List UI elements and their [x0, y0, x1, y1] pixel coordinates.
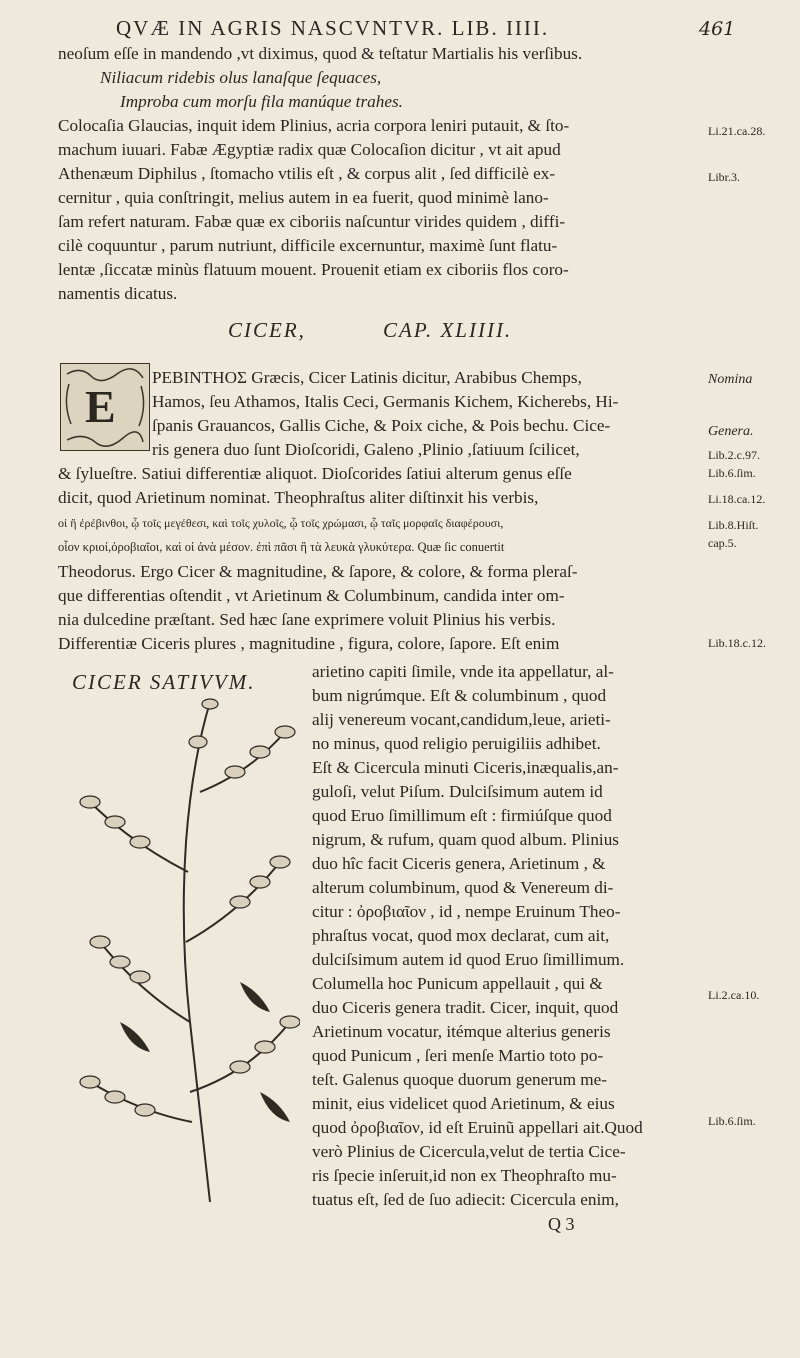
- text-line: Differentiæ Ciceris plures , magnitudine , figura, colore, ſapore. Eſt enim: [58, 634, 560, 653]
- greek-line: οἱ ἢ ἐρέβινθοι, ᾧ τοῖς μεγέθεσι, καὶ τοῖς χυλοῖς, ᾧ τοῖς χρώμασι, ᾧ ταῖς μορφαῖς διαφέρουσι,: [58, 516, 504, 530]
- text-line: cernitur , quia conſtringit, melius autem in ea fuerit, quod minimè lano-: [58, 188, 549, 207]
- margin-note: cap.5.: [708, 536, 737, 550]
- margin-note: Lib.6.ſim.: [708, 1114, 756, 1128]
- text-line: teſt. Galenus quoque duorum generum me-: [312, 1070, 607, 1089]
- text-line: duo Ciceris genera tradit. Cicer, inquit, quod: [312, 998, 619, 1017]
- text-line: tuatus eſt, ſed de ſuo adiecit: Cicercula enim,: [312, 1190, 619, 1209]
- text-line: Arietinum vocatur, itémque alterius generis: [312, 1022, 611, 1041]
- text-line: quod ὀροβιαῖον, id eſt Eruinũ appellari ait.Quod: [312, 1118, 643, 1137]
- text-line: nigrum, & rufum, quam quod album. Plinius: [312, 830, 619, 849]
- text-line: nia dulcedine præſtant. Sed hæc ſane exprimere voluit Plinius his verbis.: [58, 610, 556, 629]
- illustration-caption: CICER SATIVVM.: [72, 670, 256, 694]
- margin-note: Nomina: [708, 372, 753, 387]
- margin-note: Lib.2.c.97.: [708, 448, 760, 462]
- margin-note: Lib.18.c.12.: [708, 636, 766, 650]
- text-line: minit, eius videlicet quod Arietinum, & eius: [312, 1094, 615, 1113]
- text-line: Columella hoc Punicum appellauit , qui &: [312, 974, 603, 993]
- decorated-initial: [60, 363, 150, 451]
- margin-note: Libr.3.: [708, 170, 740, 184]
- text-line: & ſylueſtre. Satiui differentiæ aliquot. Dioſcorides ſatiui alterum genus eſſe: [58, 464, 572, 483]
- text-line: PEBINTHOΣ Græcis, Cicer Latinis dicitur, Arabibus Chemps,: [152, 368, 582, 387]
- greek-line: οἷον κριοί,ὀροβιαῖοι, καὶ οἱ ἀνὰ μέσον. ἐπὶ πᾶσι ἢ τὰ λευκὰ γλυκύτερα. Quæ ſic conuertit: [58, 540, 505, 554]
- running-title: QVÆ IN AGRIS NASCVNTVR. LIB. IIII.: [116, 16, 550, 40]
- text-line: que differentias oſtendit , vt Arietinum & Columbinum, candida inter om-: [58, 586, 565, 605]
- margin-note: Lib.8.Hiſt.: [708, 518, 759, 532]
- text-line: neoſum eſſe in mandendo ,vt diximus, quod & teſtatur Martialis his verſibus.: [58, 44, 583, 63]
- text-line: arietino capiti ſimile, vnde ita appellatur, al-: [312, 662, 614, 681]
- verse-line: Niliacum ridebis olus lanaſque ſequaces,: [100, 68, 382, 87]
- text-line: ris genera duo ſunt Dioſcoridi, Galeno ,Plinio ,ſatiuum ſcilicet,: [152, 440, 580, 459]
- text-line: ſam refert naturam. Fabæ quæ ex ciboriis naſcuntur virides quidem , diffi-: [58, 212, 566, 231]
- margin-note: Li.2.ca.10.: [708, 988, 760, 1002]
- text-line: lentæ ,ſiccatæ minùs flatuum mouent. Prouenit etiam ex ciboriis flos coro-: [58, 260, 569, 279]
- text-line: dicit, quod Arietinum nominat. Theophraſtus aliter diſtinxit his verbis,: [58, 488, 539, 507]
- margin-note: Li.18.ca.12.: [708, 492, 766, 506]
- text-line: machum iuuari. Fabæ Ægyptiæ radix quæ Colocaſion dicitur , vt ait apud: [58, 140, 561, 159]
- text-line: quod Eruo ſimillimum eſt : firmiúſque quod: [312, 806, 612, 825]
- verse-line: Improba cum morſu fila manúque trahes.: [120, 92, 403, 111]
- catchword: Q 3: [548, 1214, 575, 1234]
- text-line: verò Plinius de Cicercula,velut de tertia Cice-: [312, 1142, 626, 1161]
- text-line: Theodorus. Ergo Cicer & magnitudine, & ſapore, & colore, & forma pleraſ-: [58, 562, 578, 581]
- text-line: duo hîc facit Ciceris genera, Arietinum , &: [312, 854, 606, 873]
- margin-note: Lib.6.ſim.: [708, 466, 756, 480]
- text-line: Athenæum Diphilus , ſtomacho vtilis eſt , & corpus alit , ſed difficilè ex-: [58, 164, 556, 183]
- folio-number: 461: [699, 18, 736, 40]
- text-line: cilè coquuntur , parum nutriunt, difficile excernuntur, maximè ſunt flatu-: [58, 236, 558, 255]
- margin-note: Genera.: [708, 424, 754, 439]
- margin-note: Li.21.ca.28.: [708, 124, 766, 138]
- chapter-title: CICER,: [228, 318, 306, 342]
- text-line: citur : ὀροβιαῖον , id , nempe Eruinum Theo-: [312, 902, 621, 921]
- text-line: no minus, quod religio peruigiliis adhibet.: [312, 734, 601, 753]
- text-line: namentis dicatus.: [58, 284, 178, 303]
- page-header: [56, 10, 796, 40]
- text-line: Hamos, ſeu Athamos, Italis Ceci, Germanis Kichem, Kicherebs, Hi-: [152, 392, 619, 411]
- text-line: Eſt & Cicercula minuti Ciceris,inæqualis,an-: [312, 758, 619, 777]
- chapter-number: CAP. XLIIII.: [383, 318, 513, 342]
- text-line: ſpanis Grauancos, Gallis Ciche, & Poix ciche, & Pois bechu. Cice-: [152, 416, 611, 435]
- text-line: Colocaſia Glaucias, inquit idem Plinius, acria corpora leniri putauit, & ſto-: [58, 116, 570, 135]
- chickpea-plant-illustration: [60, 692, 300, 1212]
- text-line: guloſi, velut Piſum. Dulciſsimum autem id: [312, 782, 603, 801]
- text-line: alij venereum vocant,candidum,leue, arieti-: [312, 710, 611, 729]
- text-line: bum nigrúmque. Eſt & columbinum , quod: [312, 686, 607, 705]
- text-line: ris ſpecie inſeruit,id non ex Theophraſto mu-: [312, 1166, 617, 1185]
- initial-letter: E: [85, 381, 116, 432]
- text-line: quod Punicum , ſeri menſe Martio toto po-: [312, 1046, 604, 1065]
- text-line: phraſtus vocat, quod mox declarat, cum ait,: [312, 926, 610, 945]
- text-line: alterum columbinum, quod & Venereum di-: [312, 878, 614, 897]
- text-line: dulciſsimum autem id quod Eruo ſimillimum.: [312, 950, 625, 969]
